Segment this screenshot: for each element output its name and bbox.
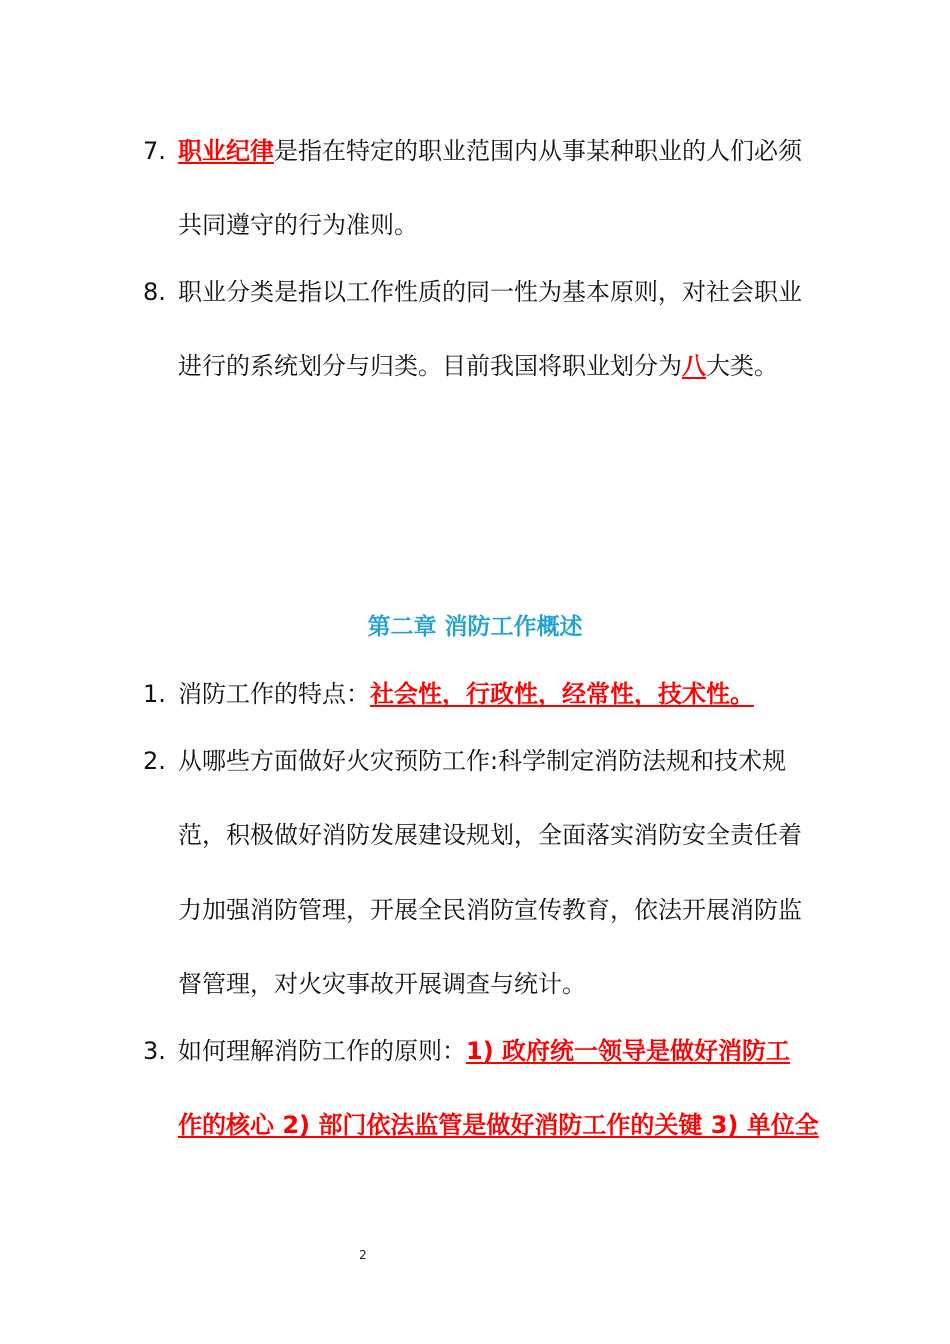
chapter-item-1-text: 消防工作的特点： [178, 680, 370, 708]
answer-separator: ， [442, 680, 466, 708]
highlight-term: 八 [682, 352, 706, 380]
chapter-item-2-line-2: 范，积极做好消防发展建设规划，全面落实消防安全责任着 [178, 821, 802, 849]
answer-segment: 作的核心 2) 部门依法监管是做好消防工作的关键 3) 单位全 [178, 1111, 819, 1139]
answer-segment: 社会性 [370, 680, 442, 708]
chapter-item-number-3: 3. [143, 1037, 166, 1065]
chapter-title: 第二章 消防工作概述 [367, 614, 583, 640]
item-8-text-post: 大类。 [706, 352, 778, 380]
answer-separator: ， [634, 680, 658, 708]
item-8-line-1: 职业分类是指以工作性质的同一性为基本原则，对社会职业 [178, 278, 802, 306]
chapter-item-2-line-3: 力加强消防管理，开展全民消防宣传教育，依法开展消防监 [178, 896, 802, 924]
chapter-item-3-text: 如何理解消防工作的原则： [178, 1037, 466, 1065]
item-7-line-1 [178, 136, 802, 166]
item-8-line-2 [178, 351, 778, 381]
answer-segment: 技术性。 [658, 680, 754, 708]
answer-segment: 行政性 [466, 680, 538, 708]
chapter-item-3-line-2 [178, 1110, 819, 1140]
chapter-item-1-line [178, 679, 754, 709]
chapter-item-3-line-1 [178, 1036, 790, 1066]
item-7-line-2: 共同遵守的行为准则。 [178, 211, 418, 239]
page-number: 2 [359, 1248, 367, 1262]
item-8-text-pre: 进行的系统划分与归类。目前我国将职业划分为 [178, 352, 682, 380]
answer-segment: 1) 政府统一领导是做好消防工 [466, 1037, 791, 1065]
chapter-item-number-2: 2. [143, 747, 166, 775]
answer-segment: 经常性 [562, 680, 634, 708]
highlight-term: 职业纪律 [178, 137, 274, 165]
item-7-text: 是指在特定的职业范围内从事某种职业的人们必须 [274, 137, 802, 165]
chapter-item-2-line-4: 督管理，对火灾事故开展调查与统计。 [178, 970, 586, 998]
chapter-item-2-line-1: 从哪些方面做好火灾预防工作:科学制定消防法规和技术规 [178, 747, 787, 775]
item-number-7: 7. [143, 137, 166, 165]
answer-separator: ， [538, 680, 562, 708]
item-number-8: 8. [143, 278, 166, 306]
chapter-item-number-1: 1. [143, 680, 166, 708]
